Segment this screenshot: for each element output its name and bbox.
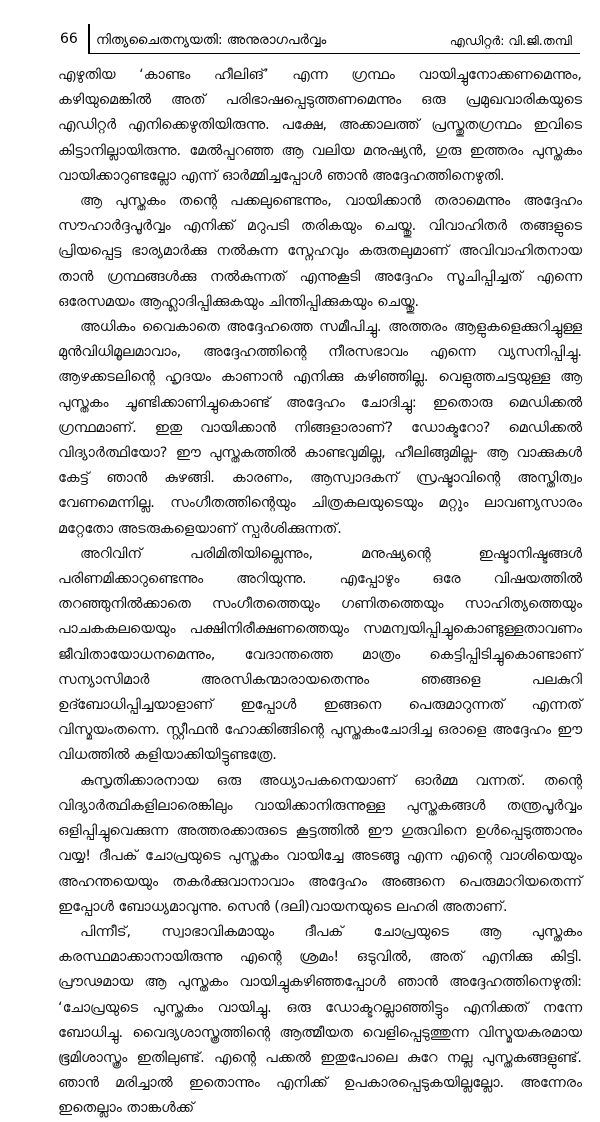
paragraph-6: പിന്നീട്, സ്വാഭാവികമായും ദീപക് ചോപ്രയുടെ ആ പുസ്തകം കരസ്ഥമാക്കാനായിരുന്നു എന്റെ ശ്രമം! ഒടുവിൽ, അത് എനിക്കു കിട്ടി. പ്രൗഢമായ ആ പുസ്തകം വായിച്ചുകഴിഞ്ഞപ്പോൾ ഞാൻ അദ്ദേഹത്തിനെഴുതി: ‘ചോപ്രയുടെ പുസ്തകം വായിച്ചു. ഒരു ഡോക്ടറല്ലാഞ്ഞിട്ടും എനിക്കത് നന്നേ ബോധിച്ചു. വൈദ്യശാസ്ത്രത്തിന്റെ ആത്മീയത വെളിപ്പെടുത്തുന്ന വിസ്മയകരമായ ഭൂമിശാസ്ത്രം ഇതിലുണ്ട്. എന്റെ പക്കൽ ഇതുപോലെ കുറേ നല്ല പുസ്തകങ്ങളുണ്ട്. ഞാൻ മരിച്ചാൽ ഇതൊന്നും എനിക്ക് ഉപകാരപ്പെടുകയില്ലല്ലോ. അന്നേരം ഇതെല്ലാം താങ്കൾക്ക് (58, 923, 582, 1117)
header-vertical-divider (88, 24, 90, 54)
paragraph-1: എഴുതിയ ‘കാണ്ടം ഹീലിങ്’ എന്ന ഗ്രന്ഥം വായിച്ചുനോക്കണമെന്നും, കഴിയുമെങ്കിൽ അത് പരിഭാഷപ്പെടുത്തണമെന്നും ഒരു പ്രമുഖവാരികയുടെ എഡിറ്റർ എനിക്കെഴുതിയിരുന്നു. പക്ഷേ, അക്കാലത്ത് പ്രസ്തുതഗ്രന്ഥം ഇവിടെ കിട്ടാനില്ലായിരുന്നു. മേൽപ്പറഞ്ഞ ആ വലിയ മനുഷ്യൻ, ഗുരു ഇത്തരം പുസ്തകം വായിക്കാറുണ്ടല്ലോ എന്ന് ഓർമ്മിച്ചപ്പോൾ ഞാൻ അദ്ദേഹത്തിനെഴുതി. (58, 67, 582, 184)
paragraph-5: കുസൃതിക്കാരനായ ഒരു അധ്യാപകനെയാണ് ഓർമ്മ വന്നത്. തന്റെ വിദ്യാർത്ഥികളിലാരെങ്കിലും വായിക്കാനിരുന്നുള്ള പുസ്തകങ്ങൾ തന്ത്രപൂർവ്വം ഒളിപ്പിച്ചുവെക്കുന്ന അത്തരക്കാരുടെ കൂട്ടത്തിൽ ഈ ഗുരുവിനെ ഉൾപ്പെടുത്താനും വയ്യ! ദീപക് ചോപ്രയുടെ പുസ്തകം വായിച്ചേ അടങ്ങൂ എന്ന എന്റെ വാശിയെയും അഹന്തയെയും തകർക്കുവാനാവാം അദ്ദേഹം അങ്ങനെ പെരുമാറിയതെന്ന് ഇപ്പോൾ ബോധ്യമാവുന്നു. സെൻ (ദലി)വായനയുടെ ലഹരി അതാണ്. (58, 772, 582, 915)
body-text (58, 63, 582, 1117)
editor-credit: എഡിറ്റർ: വി.ജി.തമ്പി (449, 33, 572, 48)
paragraph-3: അധികം വൈകാതെ അദ്ദേഹത്തെ സമീപിച്ചു. അത്തരം ആളുകളെക്കുറിച്ചുള്ള മുൻവിധിമൂലമാവാം, അദ്ദേഹത്തിന്റെ നീരസഭാവം എന്നെ വ്യസനിപ്പിച്ചു. ആഴക്കടലിന്റെ ഹൃദയം കാണാൻ എനിക്കു കഴിഞ്ഞില്ല. വെളുത്തചട്ടയുള്ള ആ പുസ്തകം ചൂണ്ടിക്കാണിച്ചുകൊണ്ട് അദ്ദേഹം ചോദിച്ചു: ഇതൊരു മെഡിക്കൽ ഗ്രന്ഥമാണ്. ഇതു വായിക്കാൻ നിങ്ങളാരാണ്? ഡോക്ടറോ? മെഡിക്കൽ വിദ്യാർത്ഥിയോ? ഈ പുസ്തകത്തിൽ കാണ്ടവുമില്ല, ഹീലിങ്ങുമില്ല- ആ വാക്കുകൾ കേട്ട് ഞാൻ കുഴങ്ങി. കാരണം, ആസ്വാദകന് സ്രഷ്ടാവിന്റെ അസ്തിത്വം വേണമെന്നില്ല. സംഗീതത്തിന്റെയും ചിത്രകലയുടെയും മറ്റും ലാവണ്യസാരം മറ്റേതോ അടരുകളെയാണ് സ്പർശിക്കുന്നത്. (58, 319, 582, 537)
page-number: 66 (60, 31, 78, 47)
running-header (0, 0, 600, 56)
book-title: നിത്യചൈതന്യയതി: അനുരാഗപർവ്വം (96, 32, 327, 48)
paragraph-2: ആ പുസ്തകം തന്റെ പക്കലുണ്ടെന്നും, വായിക്കാൻ തരാമെന്നും അദ്ദേഹം സൗഹാർദ്ദപൂർവ്വം എനിക്ക് മറുപടി തരികയും ചെയ്തു. വിവാഹിതർ തങ്ങളുടെ പ്രിയപ്പെട്ട ഭാര്യമാർക്കു നൽകുന്ന സ്നേഹവും കരുതലുമാണ് അവിവാഹിതനായ താൻ ഗ്രന്ഥങ്ങൾക്കു നൽകുന്നത് എന്നുകൂടി അദ്ദേഹം സൂചിപ്പിച്ചത് എന്നെ ഒരേസമയം ആഹ്ലാദിപ്പിക്കുകയും ചിന്തിപ്പിക്കുകയും ചെയ്തു. (58, 193, 582, 310)
header-horizontal-divider (88, 53, 580, 54)
paragraph-4: അറിവിന് പരിമിതിയില്ലെന്നും, മനുഷ്യന്റെ ഇഷ്ടാനിഷ്ടങ്ങൾ പരിണമിക്കാറുണ്ടെന്നും അറിയുന്നു. എപ്പോഴും ഒരേ വിഷയത്തിൽ തറഞ്ഞുനിൽക്കാതെ സംഗീതത്തെയും ഗണിതത്തെയും സാഹിത്യത്തെയും പാചകകലയെയും പക്ഷിനിരീക്ഷണത്തെയും സമന്വയിപ്പിച്ചുകൊണ്ടുള്ളതാവണം ജീവിതായോധനമെന്നും, വേദാന്തത്തെ മാത്രം കെട്ടിപ്പിടിച്ചുകൊണ്ടാണ് സന്യാസിമാർ അരസികന്മാരായതെന്നും ഞങ്ങളെ പലകുറി ഉദ്ബോധിപ്പിച്ചയാളാണ് ഇപ്പോൾ ഇങ്ങനെ പെരുമാറുന്നത് എന്നത് വിസ്മയംതന്നെ. സ്റ്റീഫൻ ഹോക്കിങ്ങിന്റെ പുസ്തകംചോദിച്ച ഒരാളെ അദ്ദേഹം ഈ വിധത്തിൽ കളിയാക്കിയിട്ടുണ്ടത്രേ. (58, 545, 582, 764)
